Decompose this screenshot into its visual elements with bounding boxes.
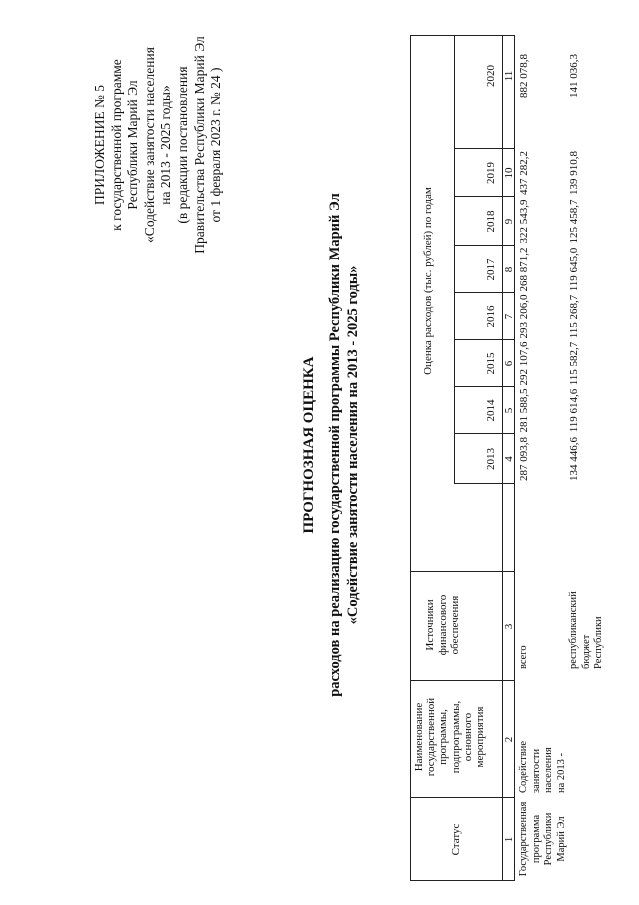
row-value: 139 910,8 — [568, 151, 580, 195]
row-value: 134 446,6 — [568, 437, 580, 481]
year-cell: 2020 — [485, 65, 497, 87]
row-value: 292 107,6 — [518, 341, 530, 386]
appendix-line: «Содействие занятости населения — [141, 47, 157, 243]
title-main: ПРОГНОЗНАЯ ОЦЕНКА — [301, 356, 317, 534]
appendix-line: Республики Марий Эл — [125, 80, 141, 210]
row-value: 437 282,2 — [518, 151, 530, 195]
appendix-block — [92, 0, 225, 290]
column-number: 9 — [503, 218, 515, 225]
column-number: 2 — [503, 736, 515, 743]
row-name: Содействие занятости населения на 2013 - — [518, 740, 567, 793]
year-cell: 2018 — [485, 210, 497, 233]
row-value: 268 871,2 — [518, 247, 530, 292]
column-number: 10 — [503, 167, 515, 179]
column-number: 8 — [503, 266, 515, 273]
year-cell: 2015 — [485, 352, 497, 375]
column-number: 11 — [503, 70, 515, 82]
column-number: 3 — [503, 623, 515, 630]
column-number: 5 — [503, 407, 515, 414]
estimate-table — [410, 35, 634, 881]
year-cell: 2017 — [485, 258, 497, 281]
column-number: 7 — [503, 313, 515, 320]
header-sources: Источники финансового обеспечения — [424, 594, 461, 656]
row-value: 322 543,9 — [518, 199, 530, 244]
appendix-line: ПРИЛОЖЕНИЕ № 5 — [92, 84, 107, 206]
row-source: республиканский бюджет Республики — [568, 591, 604, 669]
row-value: 125 458,7 — [568, 199, 580, 244]
row-value: 287 093,8 — [518, 437, 530, 481]
appendix-line: (в редакции постановления — [174, 66, 190, 224]
header-status: Статус — [450, 823, 462, 856]
row-status: Государственная программа Республики Марий Эл — [518, 801, 567, 877]
column-number: 4 — [503, 456, 515, 462]
column-number: 6 — [503, 360, 515, 367]
title-line-2: расходов на реализацию государственной программы Республики Марий Эл — [327, 193, 343, 697]
row-value: 119 614,6 — [568, 388, 580, 433]
row-value: 882 078,8 — [518, 54, 530, 98]
appendix-line: Правительства Республики Марий Эл — [191, 36, 207, 254]
row-value: 115 268,7 — [568, 294, 580, 339]
document-title — [300, 145, 362, 745]
appendix-line: на 2013 - 2025 годы» — [158, 85, 174, 205]
year-cell: 2013 — [485, 448, 497, 470]
year-cell: 2016 — [485, 305, 497, 328]
year-cell: 2014 — [485, 399, 497, 422]
title-line-3: «Содействие занятости населения на 2013 - 2025 годы» — [345, 265, 361, 625]
row-value: 119 645,0 — [568, 247, 580, 292]
header-estimate: Оценка расходов (тыс. рублей) по годам — [422, 187, 434, 375]
year-cell: 2019 — [485, 162, 497, 184]
appendix-line: к государственной программе — [108, 59, 124, 231]
header-name: Наименование государственной программы, подпрограммы, основного мероприятия — [413, 697, 487, 777]
row-source: всего — [518, 645, 529, 669]
row-value: 281 588,5 — [518, 388, 530, 433]
row-value: 115 582,7 — [568, 341, 580, 386]
appendix-line: от 1 февраля 2023 г. № 24 ) — [208, 67, 224, 223]
column-number: 1 — [503, 836, 515, 843]
row-value: 293 206,0 — [518, 294, 530, 339]
row-value: 141 036,3 — [568, 54, 580, 98]
